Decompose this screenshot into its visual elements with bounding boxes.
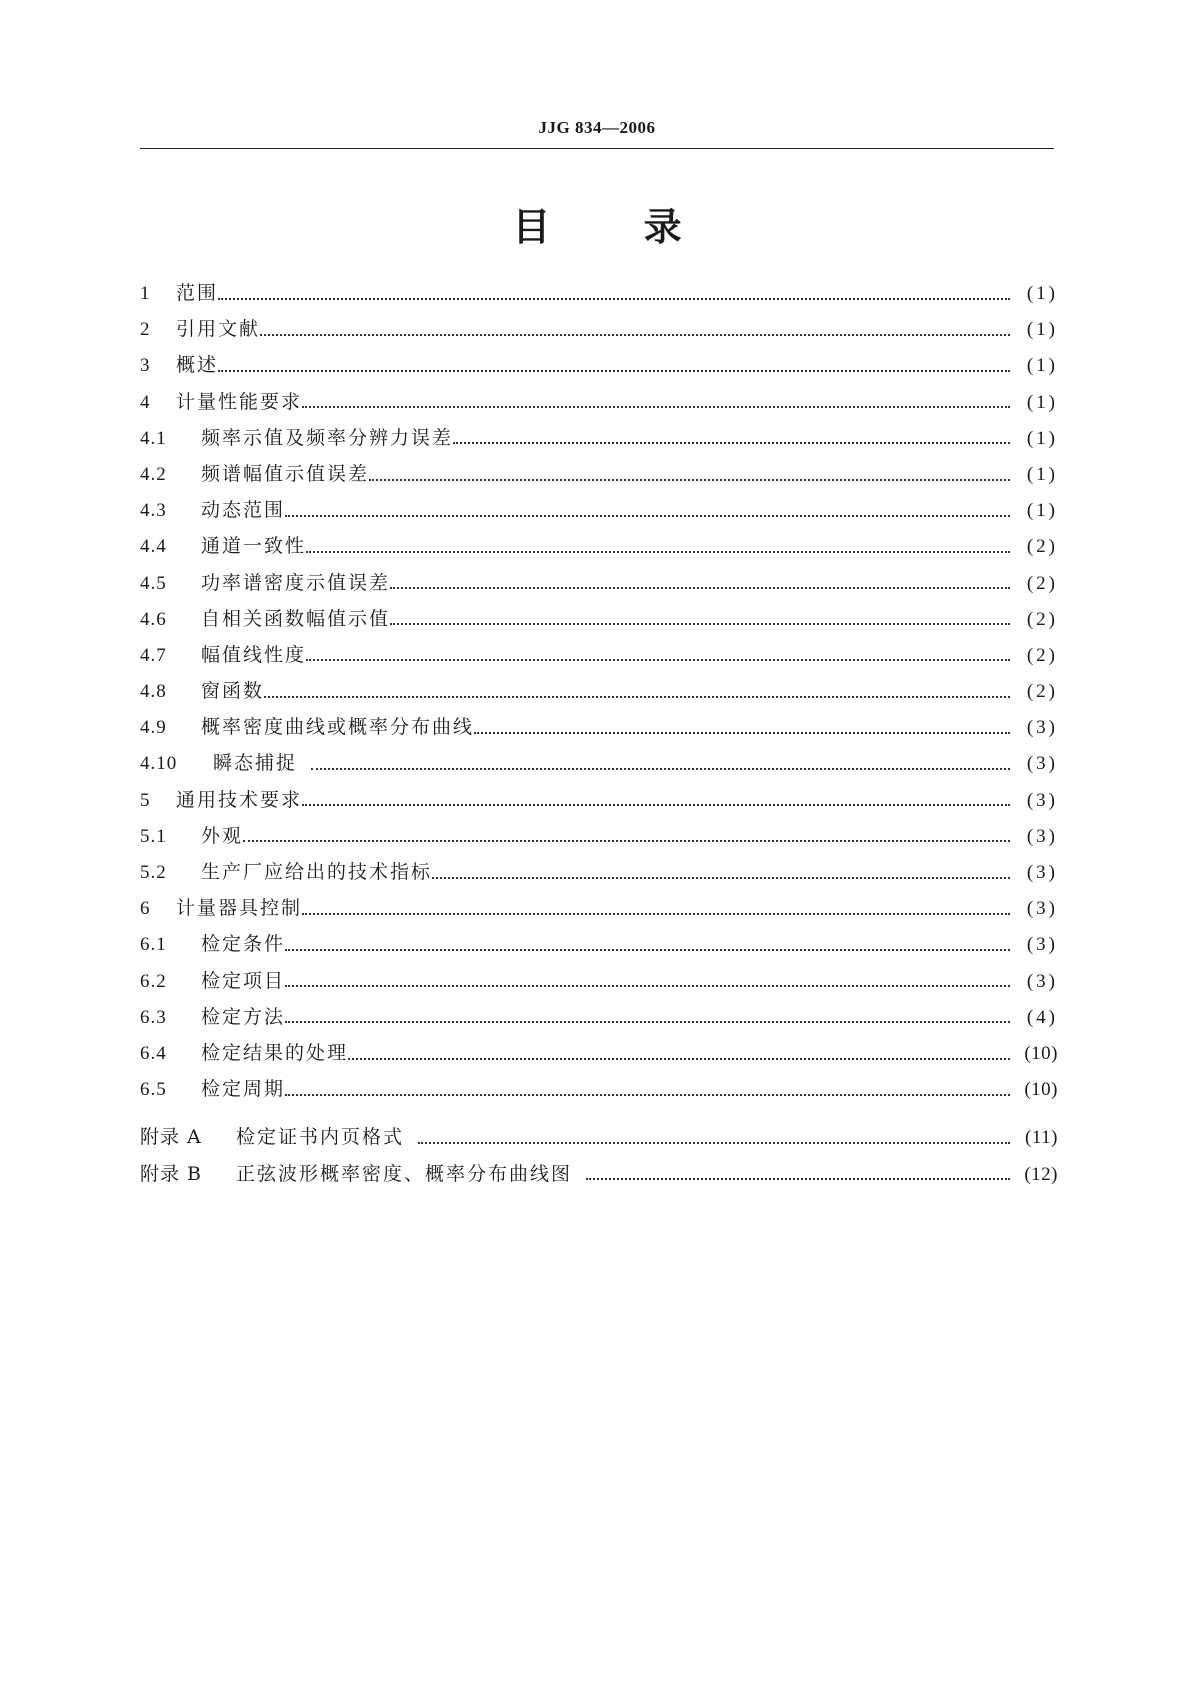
toc-entry-number: 4.9 <box>140 717 167 739</box>
toc-entry[interactable] <box>140 785 1058 821</box>
toc-entry[interactable] <box>140 495 1058 531</box>
toc-entry-number: 4.1 <box>140 427 167 449</box>
toc-entry-label: 瞬态捕捉 <box>213 752 298 775</box>
toc-entry-number: 2 <box>140 319 151 341</box>
appendix-page: (12) <box>1024 1163 1058 1185</box>
toc-entry-page: (2) <box>1026 681 1058 703</box>
appendix-number: 附录 A <box>140 1126 202 1149</box>
appendix-number: 附录 B <box>140 1162 203 1185</box>
toc-entry-page: (2) <box>1026 608 1058 630</box>
dot-leader <box>474 721 1010 740</box>
toc-entry-number: 6 <box>140 898 151 920</box>
dot-leader <box>285 974 1010 993</box>
dot-leader <box>418 1131 1010 1150</box>
dot-leader <box>260 323 1010 342</box>
appendix-label: 检定证书内页格式 <box>236 1126 405 1149</box>
toc-entry-number: 5 <box>140 789 151 811</box>
toc-entry[interactable] <box>140 857 1058 893</box>
toc-entry-number: 4.3 <box>140 500 167 522</box>
toc-entry-label: 动态范围 <box>201 499 286 522</box>
toc-entry[interactable] <box>140 893 1058 929</box>
toc-entry-page: (3) <box>1026 789 1058 811</box>
toc-entry[interactable] <box>140 821 1058 857</box>
toc-entry-label: 引用文献 <box>176 318 261 341</box>
toc-entry-label: 通道一致性 <box>201 535 307 558</box>
toc-entry-label: 检定条件 <box>201 933 286 956</box>
table-of-contents <box>140 278 1058 1195</box>
dot-leader <box>302 793 1010 812</box>
dot-leader <box>218 359 1010 378</box>
toc-entry-page: (1) <box>1026 283 1058 304</box>
dot-leader <box>285 938 1010 957</box>
dot-leader <box>285 504 1010 523</box>
toc-entry-number: 4.6 <box>140 608 167 630</box>
toc-entry-label: 范围 <box>176 282 219 304</box>
dot-leader <box>306 540 1010 559</box>
toc-entry[interactable] <box>140 1002 1058 1038</box>
toc-entry-page: (1) <box>1026 463 1058 485</box>
toc-entry-number: 4.5 <box>140 572 167 594</box>
toc-entry-label: 通用技术要求 <box>176 788 303 811</box>
toc-entry-label: 功率谱密度示值误差 <box>201 571 391 594</box>
toc-entry-number: 6.2 <box>140 970 167 992</box>
toc-entry-page: (2) <box>1026 536 1058 558</box>
toc-entry-page: (3) <box>1026 970 1058 992</box>
toc-entry-page: (10) <box>1024 1079 1058 1101</box>
dot-leader <box>311 757 1010 776</box>
toc-entry-number: 4 <box>140 391 151 413</box>
toc-entry[interactable] <box>140 966 1058 1002</box>
toc-entry[interactable] <box>140 929 1058 965</box>
toc-entry[interactable] <box>140 531 1058 567</box>
toc-entry-page: (1) <box>1026 500 1058 522</box>
toc-entry[interactable] <box>140 748 1058 784</box>
toc-entry-label: 频谱幅值示值误差 <box>201 462 370 485</box>
toc-entry-number: 3 <box>140 355 151 377</box>
toc-entry-number: 4.4 <box>140 536 167 558</box>
toc-entry-label: 生产厂应给出的技术指标 <box>201 861 433 883</box>
dot-leader <box>264 685 1010 704</box>
toc-entry-label: 幅值线性度 <box>201 643 307 666</box>
toc-entry-label: 计量器具控制 <box>176 897 303 920</box>
toc-entry-label: 检定周期 <box>201 1078 286 1101</box>
toc-entry-label: 概率密度曲线或概率分布曲线 <box>201 716 475 739</box>
toc-entry[interactable] <box>140 640 1058 676</box>
dot-leader <box>390 576 1010 595</box>
toc-entry[interactable] <box>140 350 1058 386</box>
toc-entry-page: (1) <box>1026 355 1058 377</box>
toc-entry-label: 外观 <box>201 824 244 847</box>
page-title: 目 录 <box>512 205 682 249</box>
toc-entry-page: (3) <box>1026 717 1058 739</box>
toc-appendix-entry[interactable] <box>140 1122 1058 1158</box>
toc-entry-page: (3) <box>1026 862 1058 883</box>
toc-entry[interactable] <box>140 278 1058 314</box>
toc-entry-label: 计量性能要求 <box>176 390 303 413</box>
dot-leader <box>369 468 1010 487</box>
dot-leader <box>302 395 1010 414</box>
dot-leader <box>432 866 1010 885</box>
toc-entry-page: (10) <box>1024 1042 1058 1064</box>
toc-entry-number: 5.1 <box>140 825 167 847</box>
dot-leader <box>306 648 1010 667</box>
toc-entry[interactable] <box>140 676 1058 712</box>
toc-entry[interactable] <box>140 387 1058 423</box>
toc-entry-page: (3) <box>1026 898 1058 920</box>
toc-entry[interactable] <box>140 423 1058 459</box>
toc-entry[interactable] <box>140 604 1058 640</box>
toc-entry-number: 6.5 <box>140 1079 167 1101</box>
toc-entry-number: 4.8 <box>140 681 167 703</box>
toc-entry-label: 窗函数 <box>201 680 265 703</box>
toc-entry-page: (4) <box>1026 1006 1058 1028</box>
toc-entry-label: 自相关函数幅值示值 <box>201 607 391 630</box>
toc-entry[interactable] <box>140 314 1058 350</box>
toc-entry-page: (1) <box>1026 427 1058 449</box>
dot-leader <box>586 1167 1010 1186</box>
appendix-label: 正弦波形概率密度、概率分布曲线图 <box>236 1162 573 1185</box>
dot-leader <box>218 287 1010 306</box>
dot-leader <box>348 1047 1010 1066</box>
toc-entry[interactable] <box>140 568 1058 604</box>
toc-entry-page: (1) <box>1026 319 1058 341</box>
toc-entry-page: (3) <box>1026 934 1058 956</box>
dot-leader <box>390 612 1010 631</box>
toc-entry-page: (3) <box>1026 825 1058 847</box>
toc-entry-number: 4.10 <box>140 753 178 775</box>
toc-entry-page: (3) <box>1026 753 1058 775</box>
toc-entry-label: 检定方法 <box>201 1005 286 1028</box>
dot-leader <box>243 829 1010 848</box>
toc-entry-label: 检定项目 <box>201 969 286 992</box>
dot-leader <box>285 1083 1010 1102</box>
dot-leader <box>285 1010 1010 1029</box>
toc-entry-number: 6.1 <box>140 934 167 956</box>
toc-entry-label: 检定结果的处理 <box>201 1041 349 1064</box>
toc-entry-number: 5.2 <box>140 862 167 883</box>
toc-entry[interactable] <box>140 712 1058 748</box>
toc-entry-number: 4.2 <box>140 463 167 485</box>
header-rule <box>140 148 1054 149</box>
toc-entry-label: 频率示值及频率分辨力误差 <box>201 426 454 449</box>
toc-entry[interactable] <box>140 1074 1058 1110</box>
toc-entry-page: (1) <box>1026 391 1058 413</box>
document-code-header: JJG 834—2006 <box>538 118 656 137</box>
toc-entry-number: 6.3 <box>140 1006 167 1028</box>
toc-entry-number: 1 <box>140 283 151 304</box>
toc-entry-page: (2) <box>1026 572 1058 594</box>
toc-entry[interactable] <box>140 459 1058 495</box>
toc-entry-label: 概述 <box>176 354 219 377</box>
toc-entry-number: 6.4 <box>140 1042 167 1064</box>
toc-entry[interactable] <box>140 1038 1058 1074</box>
toc-entry-number: 4.7 <box>140 644 167 666</box>
dot-leader <box>453 431 1010 450</box>
dot-leader <box>302 902 1010 921</box>
toc-appendix-entry[interactable] <box>140 1159 1058 1195</box>
toc-entry-page: (2) <box>1026 644 1058 666</box>
appendix-page: (11) <box>1025 1127 1058 1149</box>
